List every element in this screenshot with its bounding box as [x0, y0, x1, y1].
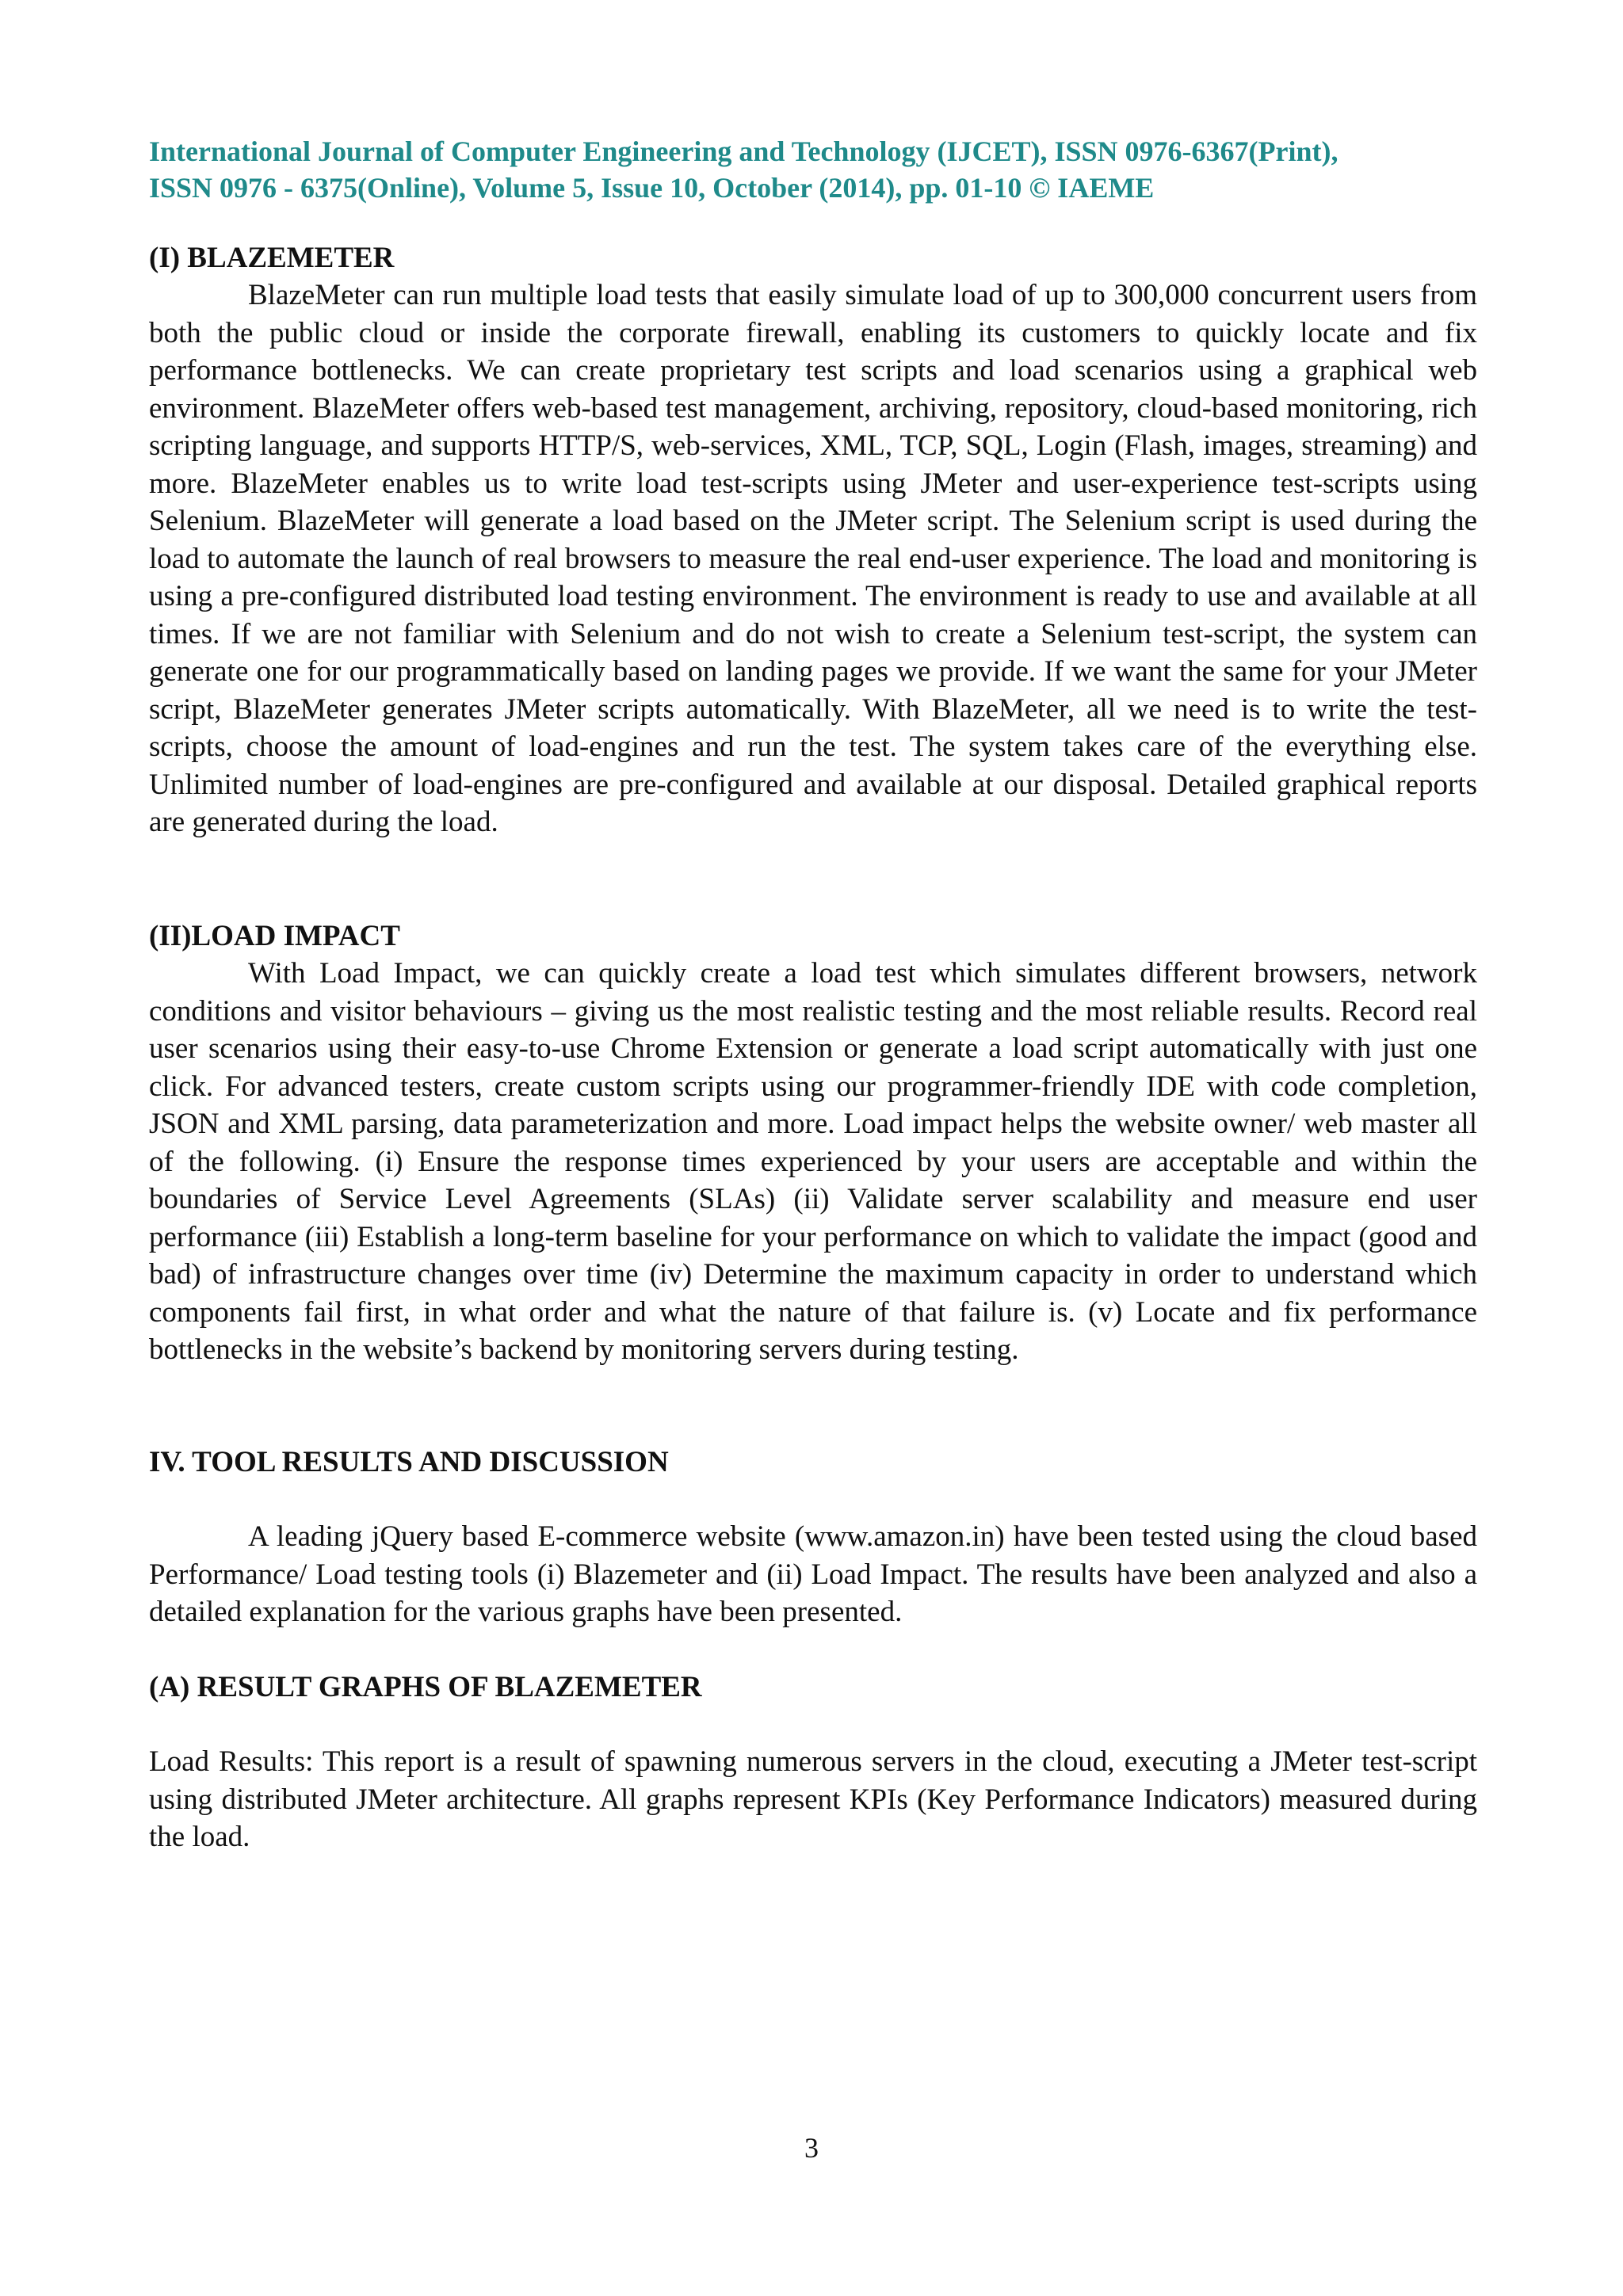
section-heading-blazemeter: (I) BLAZEMETER — [149, 242, 395, 274]
section-heading-tool-results: IV. TOOL RESULTS AND DISCUSSION — [149, 1446, 669, 1478]
section-heading-load-impact: (II)LOAD IMPACT — [149, 920, 400, 952]
paragraph-result-graphs: Load Results: This report is a result of spawning numerous servers in the cloud, executing a JMeter test-script using distributed JMeter architecture. All graphs represent KPIs (Key Performance Indicators) measured during the load. — [149, 1745, 1477, 1853]
page-number: 3 — [804, 2132, 819, 2164]
journal-header-line-2: ISSN 0976 - 6375(Online), Volume 5, Issue 10, October (2014), pp. 01-10 © IAEME — [149, 172, 1155, 204]
section-heading-result-graphs: (A) RESULT GRAPHS OF BLAZEMETER — [149, 1671, 702, 1703]
section-load-impact — [149, 917, 1477, 1369]
paragraph-blazemeter: BlazeMeter can run multiple load tests that easily simulate load of up to 300,000 concurrent users from both the public cloud or inside the corporate firewall, enabling its customers to quickly locate and fix performance bottlenecks. We can create proprietary test scripts and load scenarios using a graphical web environment. BlazeMeter offers web-based test management, archiving, repository, cloud-based monitoring, rich scripting language, and supports HTTP/S, web-services, XML, TCP, SQL, Login (Flash, images, streaming) and more. BlazeMeter enables us to write load test-scripts using JMeter and user-experience test-scripts using Selenium. BlazeMeter will generate a load based on the JMeter script. The Selenium script is used during the load to automate the launch of real browsers to measure the real end-user experience. The load and monitoring is using a pre-configured distributed load testing environment. The environment is ready to use and available at all times. If we are not familiar with Selenium and do not wish to create a Selenium test-script, the system can generate one for our programmatically based on landing pages we provide. If we want the same for your JMeter script, BlazeMeter generates JMeter scripts automatically. With BlazeMeter, all we need is to write the test-scripts, choose the amount of load-engines and run the test. The system takes care of the everything else. Unlimited number of load-engines are pre-configured and available at our disposal. Detailed graphical reports are generated during the load. — [149, 279, 1477, 838]
paragraph-tool-results: A leading jQuery based E-commerce website (www.amazon.in) have been tested using the cloud based Performance/ Load testing tools (i) Blazemeter and (ii) Load Impact. The results have been analyzed and also a detailed explanation for the various graphs have been presented. — [149, 1520, 1477, 1628]
section-result-graphs — [149, 1669, 1477, 1856]
section-tool-results — [149, 1444, 1477, 1631]
section-blazemeter — [149, 239, 1477, 841]
journal-header — [149, 133, 1477, 206]
journal-header-line-1: International Journal of Computer Engineering and Technology (IJCET), ISSN 0976-6367(Print), — [149, 135, 1338, 167]
paragraph-load-impact: With Load Impact, we can quickly create a load test which simulates different browsers, network conditions and visitor behaviours – giving us the most realistic testing and the most reliable results. Record real user scenarios using their easy-to-use Chrome Extension or generate a load script automatically with just one click. For advanced testers, create custom scripts using our programmer-friendly IDE with code completion, JSON and XML parsing, data parameterization and more. Load impact helps the website owner/ web master all of the following. (i) Ensure the response times experienced by your users are acceptable and within the boundaries of Service Level Agreements (SLAs) (ii) Validate server scalability and measure end user performance (iii) Establish a long-term baseline for your performance on which to validate the impact (good and bad) of infrastructure changes over time (iv) Determine the maximum capacity in order to understand which components fail first, in what order and what the nature of that failure is. (v) Locate and fix performance bottlenecks in the website’s backend by monitoring servers during testing. — [149, 957, 1477, 1366]
